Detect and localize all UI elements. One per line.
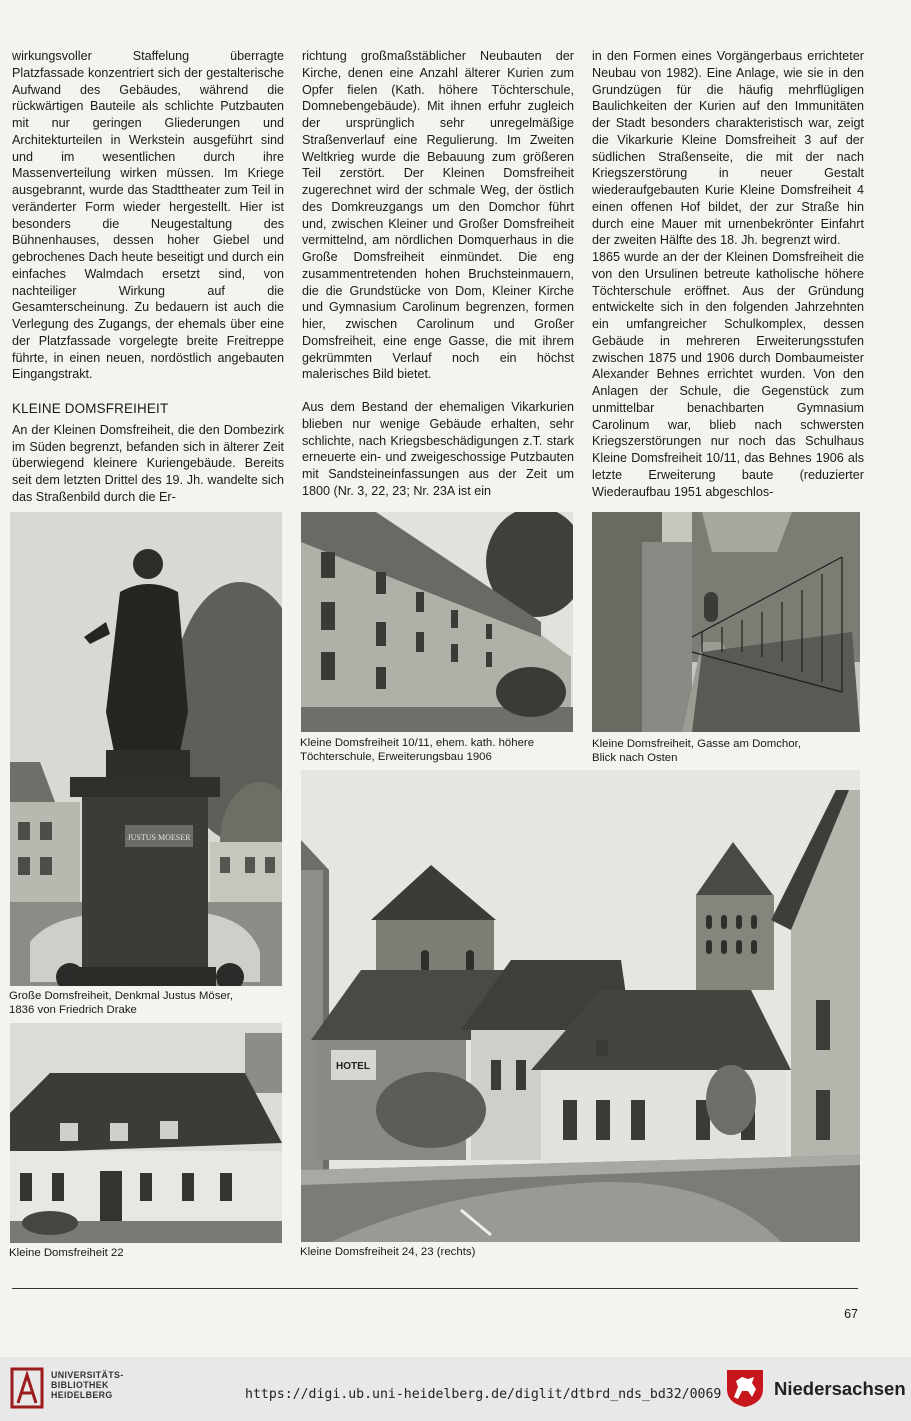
state-name[interactable]: Niedersachsen [774,1378,906,1399]
caption-line: Blick nach Osten [592,751,678,764]
caption-line: Kleine Domsfreiheit, Gasse am Domchor, [592,738,801,750]
library-name[interactable] [51,1370,124,1401]
library-name-line: BIBLIOTHEK [51,1380,109,1391]
caption-line: Kleine Domsfreiheit 10/11, ehem. kath. höhere [300,737,535,749]
caption-line: 1836 von Friedrich Drake [9,1003,137,1016]
paragraph: 1865 wurde an der der Kleinen Domsfreiheit die von den Ursulinen betreute katholische höhere Töchterschule eröffnet. Aus der Gründung entwickelte sich in den folgenden Jahrzehnten ein umfangreicher Schulkomplex, dessen Gebäude in mehreren Erweiterungsstufen zwischen 1875 und 1906 durch Dombaumeister Alexander Behnes errichtet wurden. Von den Anlagen der Schule, die Gegenstück zum unmittelbar benachbarten Gymnasium Carolinum war, blieb nach schwersten Kriegszerstörungen nur noch das Schulhaus Kleine Domsfreiheit 10/11, das Behnes 1906 als letzte Erweiterung baute (reduzierter Wiederaufbau 1951 abgeschlos- [592,250,864,499]
library-name-line: UNIVERSITÄTS- [51,1370,124,1380]
photo-domsfreiheit-24-23 [301,770,860,1242]
source-url-link[interactable]: https://digi.ub.uni-heidelberg.de/diglit/dtbrd_nds_bd32/0069 [245,1387,722,1402]
caption-moeser [9,990,233,1017]
paragraph: richtung großmaßstäblicher Neubauten der Kirche, denen eine Anzahl älterer Kurien zum Opfer fielen (Kath. höhere Töchterschule, Domnebengebäude). Mit ihnen erfuhr zugleich der ursprünglich sehr unregelmäßige Straßenverlauf eine Regulierung. Im Zweiten Weltkrieg wurde die Bebauung zum größeren Teil zerstört. Der Kleinen Domsfreiheit zugerechnet wird der schmale Weg, der östlich des Domkreuzgangs um den Domchor führt und, zwischen Kleiner und Großer Domsfreiheit vermittelnd, am nördlichen Domquerhaus in die Große Domsfreiheit einmündet. Die eng zusammentretenden hohen Bruchsteinmauern, die die Grundstücke von Dom, Kleiner Kirche und Gymnasium Carolinum begrenzen, formen hier, zwischen Carolinum und Großer Domsfreiheit, eine enge Gasse, die mit ihrem gekrümmten Verlauf noch ein höchst malerisches Bild bietet. [302,49,574,382]
paragraph: wirkungsvoller Staffelung überragte Platzfassade konzentriert sich der gestalterische Aufwand des Gebäudes, während die rückwärtigen Bauteile als schlichte Putzbauten mit nur geringen Gliederungen und Architekturteilen in Werkstein ausgeführt sind und im wesentlichen durch ihre Massenverteilung wirken müssen. Im Kriege ausgebrannt, wurde das Stadttheater zum Teil in veränderter Form wieder hergestellt. Hier ist besonders die Neugestaltung des Bühnenhauses, dessen hoher Giebel und gebrochenes Dach heute beseitigt und durch ein einfaches Walmdach ersetzt sind, von nachteiliger Wirkung auf die Gesamterscheinung. Zu bedauern ist auch die Verlegung des Zugangs, der ehemals über eine der Platzfassade vorgelegte breite Freitreppe führte, in einen neuen, nordöstlich angebauten Eingangstrakt. [12,49,284,382]
hotel-sign: HOTEL [336,1061,370,1072]
page-number: 67 [844,1307,858,1321]
footer-rule [12,1288,858,1289]
photo-gasse-domchor [592,512,860,732]
paragraph: in den Formen eines Vorgängerbaus errichteter Neubau von 1982). Eine Anlage, wie sie in den Grundzügen für die häufig mehrflügligen Baulichkeiten der Kurien auf den Immunitäten der Stadt besonders charakteristisch war, zeigt die Vikarkurie Kleine Domsfreiheit 3 auf der südlichen Straßenseite, die mit der nach Kriegszerstörung in neuer Gestalt wiederaufgebauten Kurie Kleine Domsfreiheit 4 einen offenen Hof bildet, der zur Straße hin durch eine Mauer mit urnenbekrönter Einfahrt der zweiten Hälfte des 18. Jh. begrenzt wird. [592,49,864,248]
caption-gasse [592,738,801,765]
niedersachsen-horse-icon[interactable] [724,1367,766,1409]
paragraph: Aus dem Bestand der ehemaligen Vikarkurien blieben nur wenige Gebäude erhalten, sehr schlichte, nach Kriegsbeschädigungen z.T. stark erneuerte ein- und zweigeschossige Putzbauten mit Sandsteineinfassungen aus der Zeit um 1800 (Nr. 3, 22, 23; Nr. 23A ist ein [302,400,574,498]
text-column-1 [12,48,284,506]
caption-domsfreiheit-24-23: Kleine Domsfreiheit 24, 23 (rechts) [300,1246,476,1258]
caption-domsfreiheit-22: Kleine Domsfreiheit 22 [9,1247,124,1259]
caption-toechterschule [300,737,534,764]
caption-line: Große Domsfreiheit, Denkmal Justus Möser, [9,990,234,1002]
statue-plaque: JUSTUS MOESER [127,833,191,842]
photo-domsfreiheit-22 [10,1023,282,1243]
text-column-3 [592,48,864,500]
text-column-2 [302,48,574,500]
paragraph: An der Kleinen Domsfreiheit, die den Dombezirk im Süden begrenzt, befanden sich in älterer Zeit überwiegend kleinere Kuriengebäude. Bereits seit dem letzten Drittel des 19. Jh. wandelte sich das Straßenbild durch die Er- [12,422,284,504]
library-name-line: HEIDELBERG [51,1390,113,1401]
digitization-footer [0,1357,911,1421]
photo-moeser-statue [10,512,282,986]
university-library-logo-icon[interactable] [10,1365,46,1411]
photo-toechterschule [301,512,573,732]
caption-line: Töchterschule, Erweiterungsbau 1906 [300,750,492,763]
section-heading: KLEINE DOMSFREIHEIT [12,401,169,416]
